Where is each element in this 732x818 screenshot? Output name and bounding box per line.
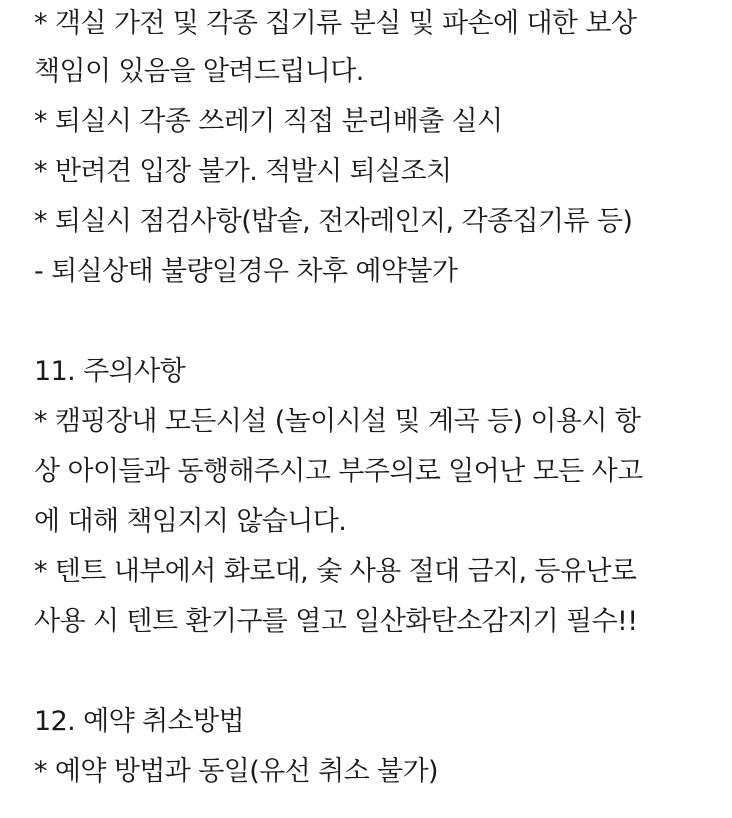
tent-fire-ban-line-1: * 텐트 내부에서 화로대, 숯 사용 절대 금지, 등유난로 bbox=[34, 556, 637, 587]
cancellation-method-line: * 예약 방법과 동일(유선 취소 불가) bbox=[34, 756, 438, 787]
checkout-trash-line: * 퇴실시 각종 쓰레기 직접 분리배출 실시 bbox=[34, 106, 503, 137]
facility-caution-line-2: 상 아이들과 동행해주시고 부주의로 일어난 모든 사고 bbox=[34, 456, 643, 487]
section-12-heading: 12. 예약 취소방법 bbox=[34, 706, 244, 737]
poor-condition-line: - 퇴실상태 불량일경우 차후 예약불가 bbox=[34, 256, 458, 287]
facility-caution-line-1: * 캠핑장내 모든시설 (놀이시설 및 계곡 등) 이용시 항 bbox=[34, 406, 641, 437]
section-11-heading: 11. 주의사항 bbox=[34, 356, 186, 387]
no-pets-line: * 반려견 입장 불가. 적발시 퇴실조치 bbox=[34, 156, 452, 187]
checkout-inspection-line: * 퇴실시 점검사항(밥솥, 전자레인지, 각종집기류 등) bbox=[34, 206, 633, 237]
damage-liability-line-2: 책임이 있음을 알려드립니다. bbox=[34, 56, 364, 87]
tent-fire-ban-line-2: 사용 시 텐트 환기구를 열고 일산화탄소감지기 필수!! bbox=[34, 606, 638, 637]
damage-liability-line-1: * 객실 가전 및 각종 집기류 분실 및 파손에 대한 보상 bbox=[34, 8, 637, 39]
facility-caution-line-3: 에 대해 책임지지 않습니다. bbox=[34, 506, 347, 537]
